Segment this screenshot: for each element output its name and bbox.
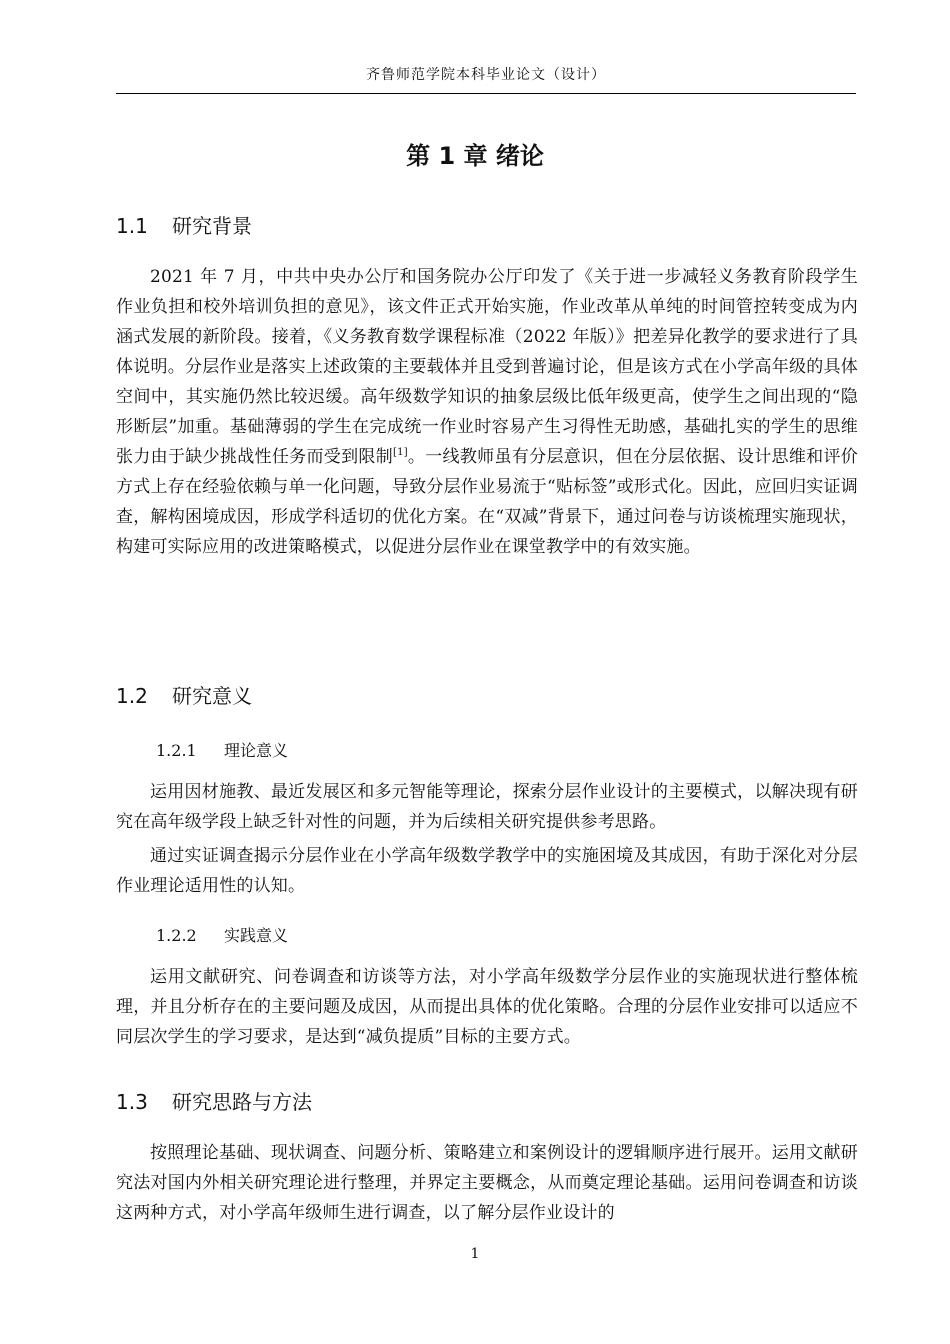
subsection-heading-1-2-1 <box>156 738 288 761</box>
body-paragraph: 按照理论基础、现状调查、问题分析、策略建立和案例设计的逻辑顺序进行展开。运用文献研究法对国内外相关研究理论进行整理，并界定主要概念，从而奠定理论基础。运用问卷调查和访谈这两种方式，对小学高年级师生进行调查，以了解分层作业设计的 <box>116 1143 858 1223</box>
body-paragraph: 运用因材施教、最近发展区和多元智能等理论，探索分层作业设计的主要模式，以解决现有研究在高年级学段上缺乏针对性的问题，并为后续相关研究提供参考思路。 <box>116 782 858 832</box>
page-header: 齐鲁师范学院本科毕业论文（设计） <box>116 64 856 94</box>
subsection-number: 1.2.1 <box>156 741 197 760</box>
section-title: 研究意义 <box>172 684 252 708</box>
page-number: 1 <box>470 1246 480 1262</box>
section-heading-1-3 <box>116 1086 312 1115</box>
citation-ref: [1] <box>393 447 408 458</box>
chapter-title: 第 1 章 绪论 <box>406 142 544 170</box>
subsection-title: 理论意义 <box>224 741 289 760</box>
subsection-number: 1.2.2 <box>156 926 197 945</box>
body-paragraph: 2021 年 7 月，中共中央办公厅和国务院办公厅印发了《关于进一步减轻义务教育阶段学生作业负担和校外培训负担的意见》，该文件正式开始实施，作业改革从单纯的时间管控转变成为内涵式发展的新阶段。接着，《义务教育数学课程标准（2022 年版）》把差异化教学的要求进行了具体说明。分层作业是落实上述政策的主要载体并且受到普遍讨论，但是该方式在小学高年级的具体空间中，其实施仍然比较迟缓。高年级数学知识的抽象层级比低年级更高，使学生之间出现的“隐形断层”加重。基础薄弱的学生在完成统一作业时容易产生习得性无助感，基础扎实的学生的思维张力由于缺少挑战性任务而受到限制[1]。一线教师虽有分层意识，但在分层依据、设计思维和评价方式上存在经验依赖与单一化问题，导致分层作业易流于“贴标签”或形式化。因此，应回归实证调查，解构困境成因，形成学科适切的优化方案。在“双减”背景下，通过问卷与访谈梳理实施现状，构建可实际应用的改进策略模式，以促进分层作业在课堂教学中的有效实施。 <box>116 267 859 557</box>
section-number: 1.2 <box>116 684 148 708</box>
section-title: 研究背景 <box>172 214 252 238</box>
body-paragraph: 运用文献研究、问卷调查和访谈等方法，对小学高年级数学分层作业的实施现状进行整体梳理，并且分析存在的主要问题及成因，从而提出具体的优化策略。合理的分层作业安排可以适应不同层次学生的学习要求，是达到“减负提质”目标的主要方式。 <box>116 967 858 1047</box>
section-number: 1.3 <box>116 1090 148 1114</box>
section-heading-1-2 <box>116 680 252 709</box>
body-paragraph: 通过实证调查揭示分层作业在小学高年级数学教学中的实施困境及其成因，有助于深化对分层作业理论适用性的认知。 <box>116 846 858 896</box>
section-number: 1.1 <box>116 214 148 238</box>
subsection-title: 实践意义 <box>224 926 289 945</box>
subsection-heading-1-2-2 <box>156 923 288 946</box>
section-title: 研究思路与方法 <box>172 1090 312 1114</box>
section-heading-1-1 <box>116 210 252 239</box>
